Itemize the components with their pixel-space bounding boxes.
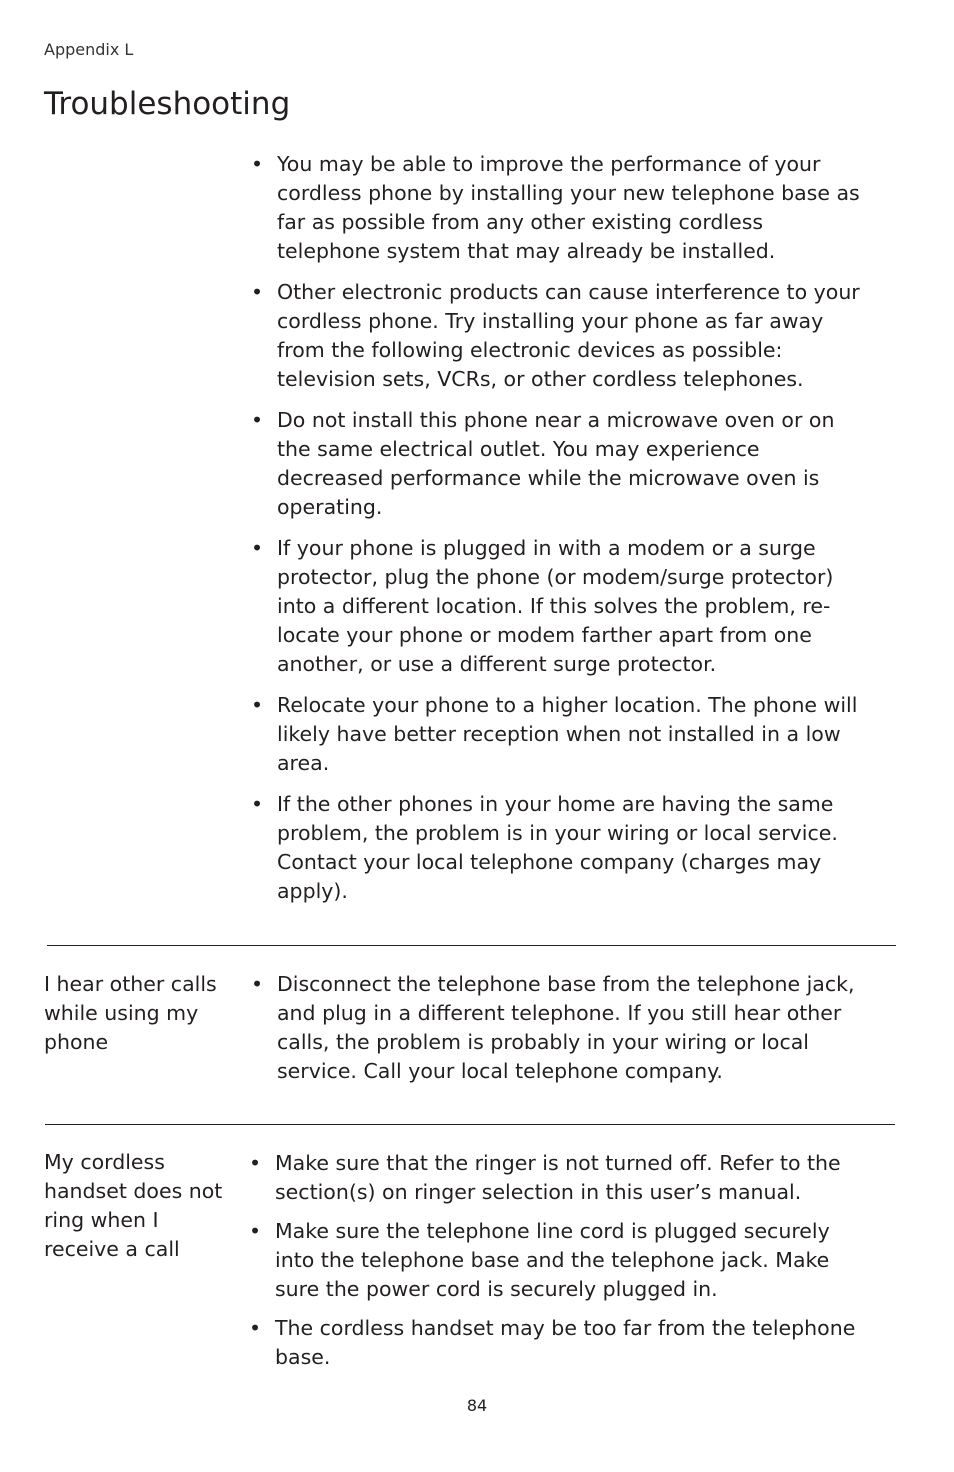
- solution-item: • Disconnect the telephone base from the telephone jack, and plug in a different telephone. If you still hear other calls, the problem is probably in your wiring or local service. Call your local telephone company.: [248, 970, 870, 1086]
- solution-list: [246, 1149, 868, 1384]
- solution-item: • Relocate your phone to a higher location. The phone will likely have better reception when not installed in a low area.: [248, 691, 870, 778]
- solution-item: • Other electronic products can cause interference to your cordless phone. Try installing your phone as far away from the following electronic devices as possible: television sets, VCRs, or other cordless telephones.: [248, 278, 870, 394]
- problem-label: I hear other calls while using my phone: [44, 972, 217, 1054]
- solution-item: • If the other phones in your home are having the same problem, the problem is in your wiring or local service. Contact your local telephone company (charges may apply).: [248, 790, 870, 906]
- section-divider: [47, 945, 896, 946]
- page-number: 84: [466, 1396, 488, 1415]
- appendix-label: Appendix L: [44, 40, 134, 59]
- solution-item: • Make sure the telephone line cord is plugged securely into the telephone base and the telephone jack. Make sure the power cord is securely plugged in.: [246, 1217, 868, 1304]
- solution-list: [248, 970, 870, 1098]
- solution-item: • Do not install this phone near a microwave oven or on the same electrical outlet. You may experience decreased performance while the microwave oven is operating.: [248, 406, 870, 522]
- section-divider: [45, 1124, 895, 1125]
- problem-label: My cordless handset does not ring when I receive a call: [44, 1150, 223, 1261]
- solution-item: • If your phone is plugged in with a modem or a surge protector, plug the phone (or modem/surge protector) into a different location. If this solves the problem, re-locate your phone or modem farther apart from one another, or use a different surge protector.: [248, 534, 870, 679]
- page-title: Troubleshooting: [44, 86, 291, 122]
- solution-item: • Make sure that the ringer is not turned off. Refer to the section(s) on ringer selection in this user’s manual.: [246, 1149, 868, 1207]
- solution-item: • You may be able to improve the performance of your cordless phone by installing your new telephone base as far as possible from any other existing cordless telephone system that may already be installed.: [248, 150, 870, 266]
- solution-item: • The cordless handset may be too far from the telephone base.: [246, 1314, 868, 1372]
- solution-list: [248, 150, 870, 918]
